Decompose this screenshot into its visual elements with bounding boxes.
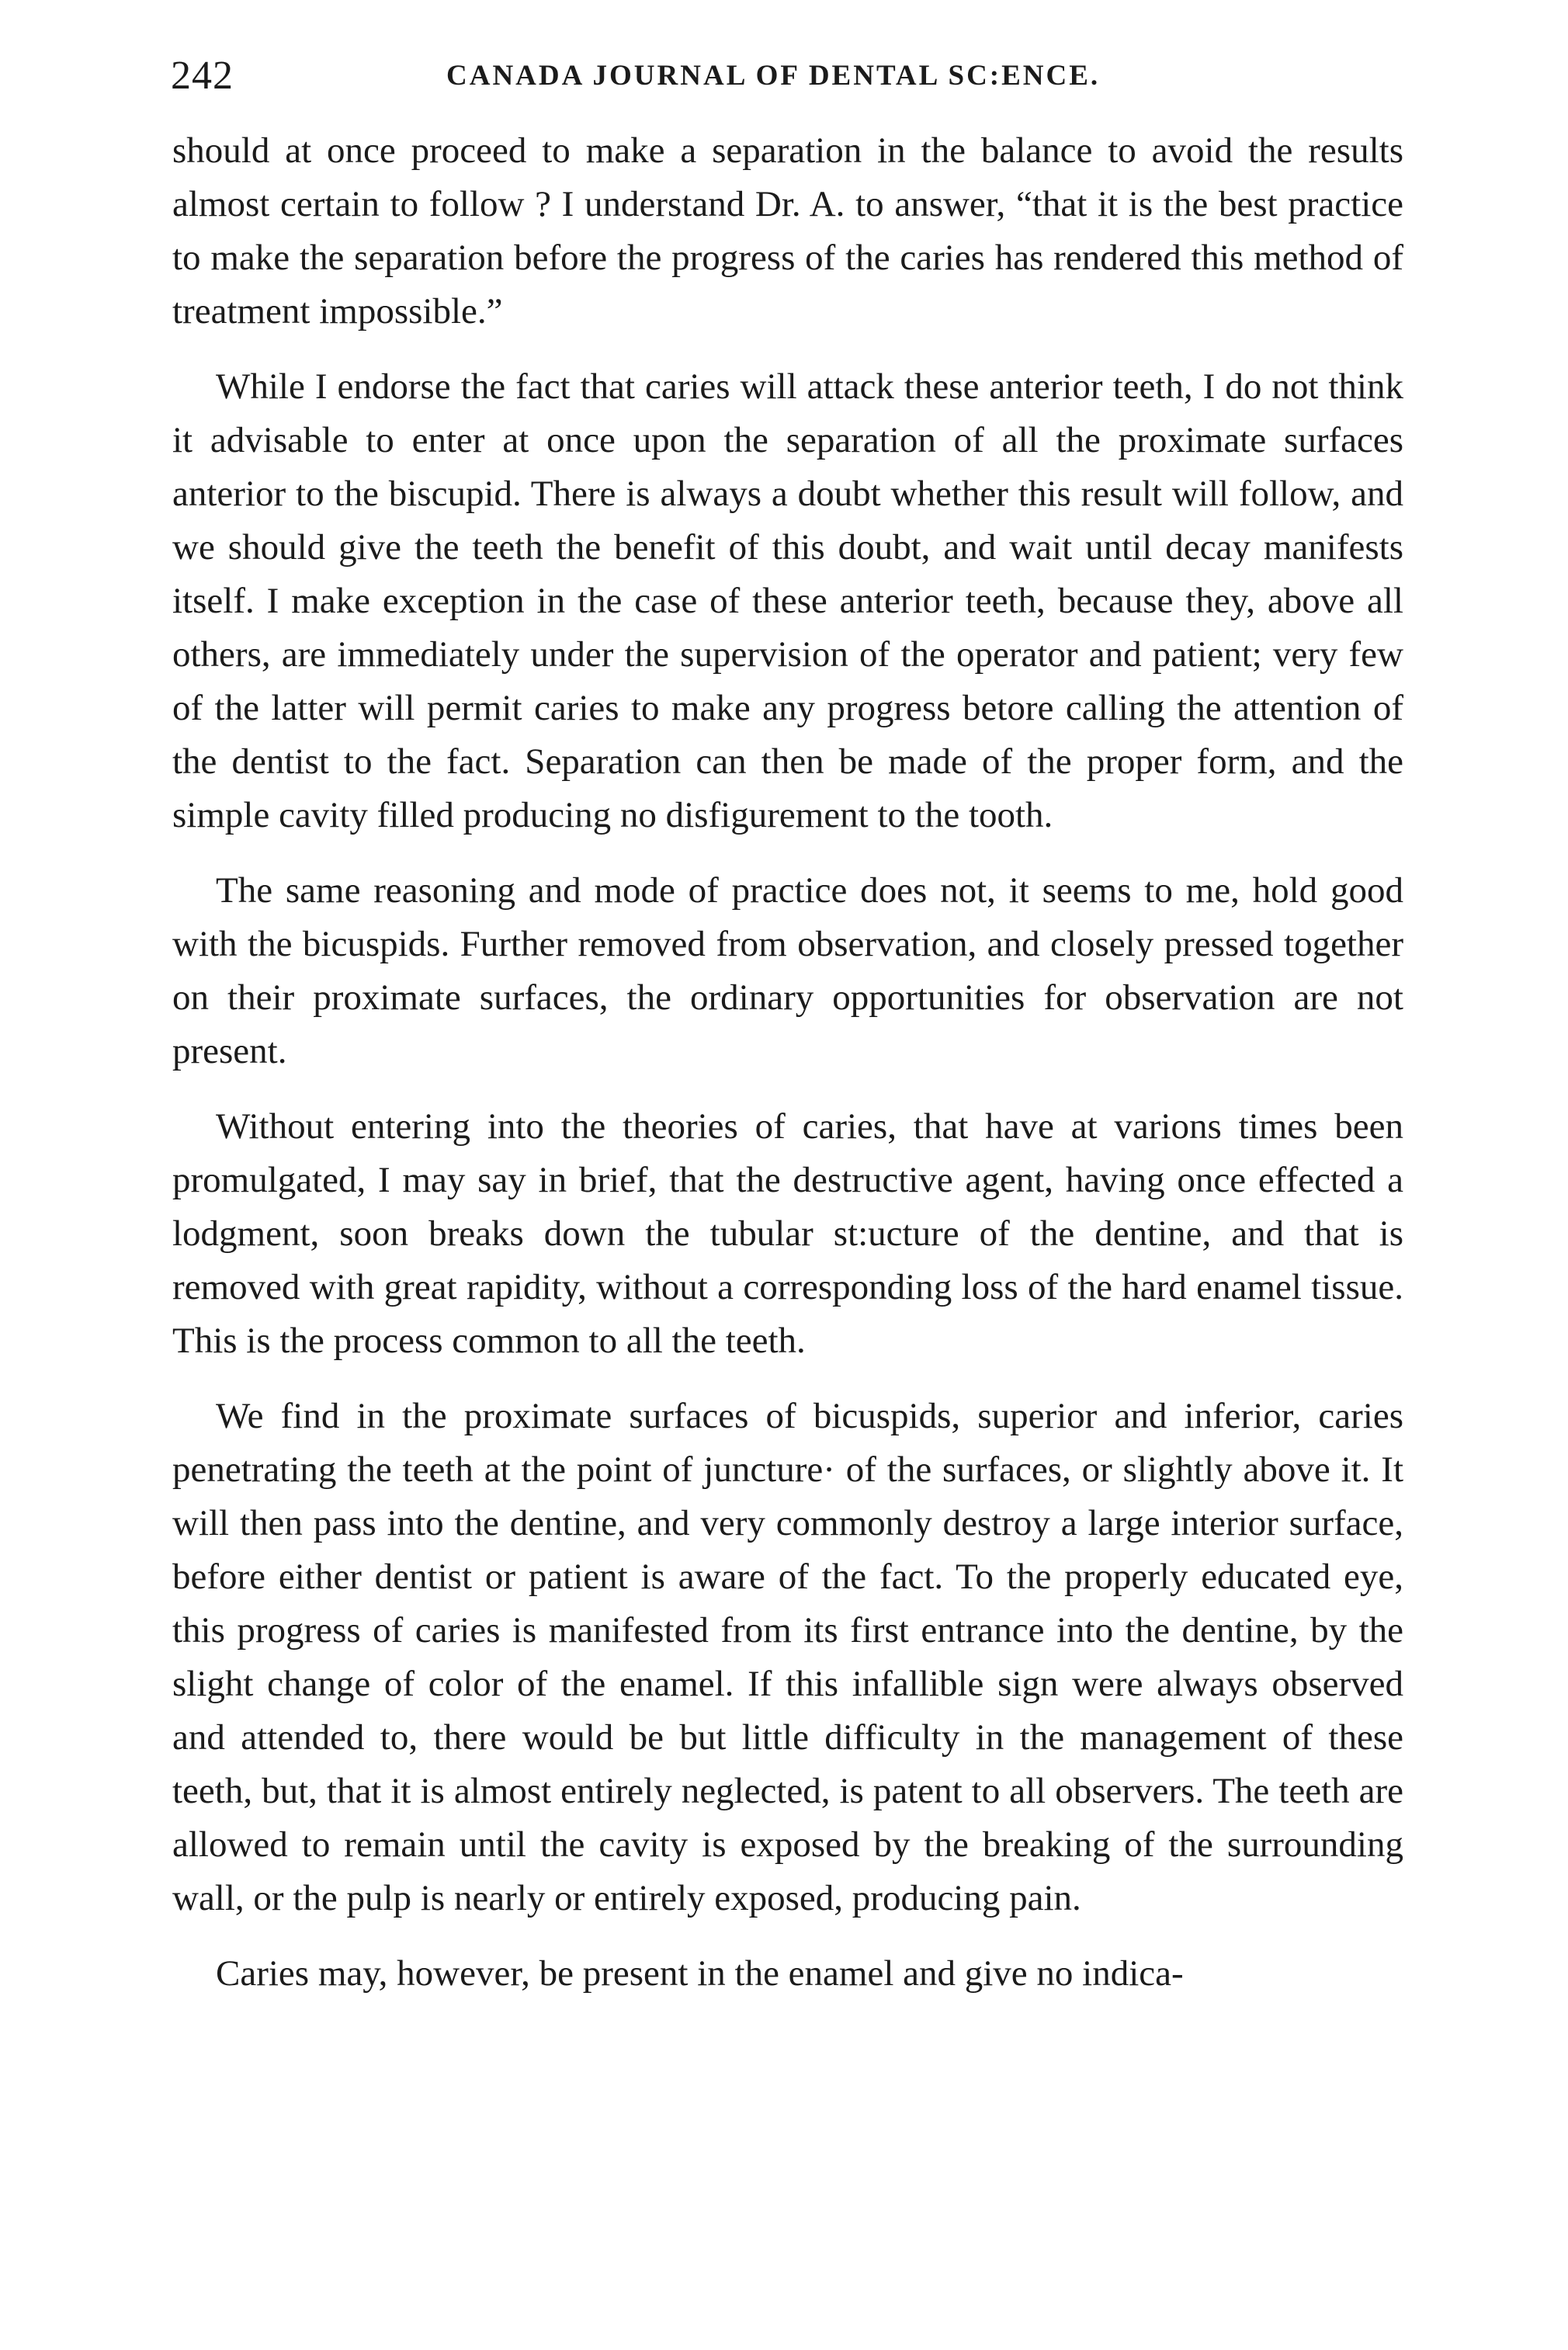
paragraph: Without entering into the theories of caries, that have at varions times been promulgated, I may say in brief, that the destructive agent, having once effected a lodgment, soon breaks down the tubular st:ucture of the dentine, and that is removed with great rapidity, without a corresponding loss of the hard enamel tissue. This is the process common to all the teeth. bbox=[172, 1106, 1403, 1361]
paragraph-final: Caries may, however, be present in the enamel and give no indica- bbox=[216, 1953, 1184, 1994]
running-title: CANADA JOURNAL OF DENTAL SC:ENCE. bbox=[446, 60, 1101, 92]
paragraph: While I endorse the fact that caries will attack these anterior teeth, I do not think it advisable to enter at once upon the separation of all the proximate surfaces anterior to the biscupid. There is always a doubt whether this result will follow, and we should give the teeth the benefit of this doubt, and wait until decay manifests itself. I make exception in the case of these anterior teeth, because they, above all others, are immediately under the supervision of the operator and patient; very few of the latter will permit caries to make any progress betore calling the attention of the dentist to the fact. Separation can then be made of the proper form, and the simple cavity filled producing no disfigurement to the tooth. bbox=[172, 366, 1403, 835]
page-number: 242 bbox=[171, 54, 234, 98]
paragraph: We find in the proximate surfaces of bicuspids, superior and inferior, caries penetrating the teeth at the point of juncture· of the surfaces, or slightly above it. It will then pass into the dentine, and very commonly destroy a large interior surface, before either dentist or patient is aware of the fact. To the properly educated eye, this progress of caries is manifested from its first entrance into the dentine, by the slight change of color of the enamel. If this infallible sign were always observed and attended to, there would be but little difficulty in the management of these teeth, but, that it is almost entirely neglected, is patent to all observers. The teeth are allowed to remain until the cavity is exposed by the breaking of the surrounding wall, or the pulp is nearly or entirely exposed, producing pain. bbox=[172, 1396, 1403, 1918]
article-body bbox=[172, 124, 1403, 2001]
page-header bbox=[171, 45, 1413, 107]
paragraph-continuation: should at once proceed to make a separation in the balance to avoid the results almost certain to follow ? I understand Dr. A. to answer, “that it is the best practice to make the separation before the progress of the caries has rendered this method of treatment impossible.” bbox=[172, 130, 1403, 331]
paragraph: The same reasoning and mode of practice does not, it seems to me, hold good with the bicuspids. Further removed from observation, and closely pressed together on their proximate surfaces, the ordinary opportunities for observation are not present. bbox=[172, 870, 1403, 1071]
